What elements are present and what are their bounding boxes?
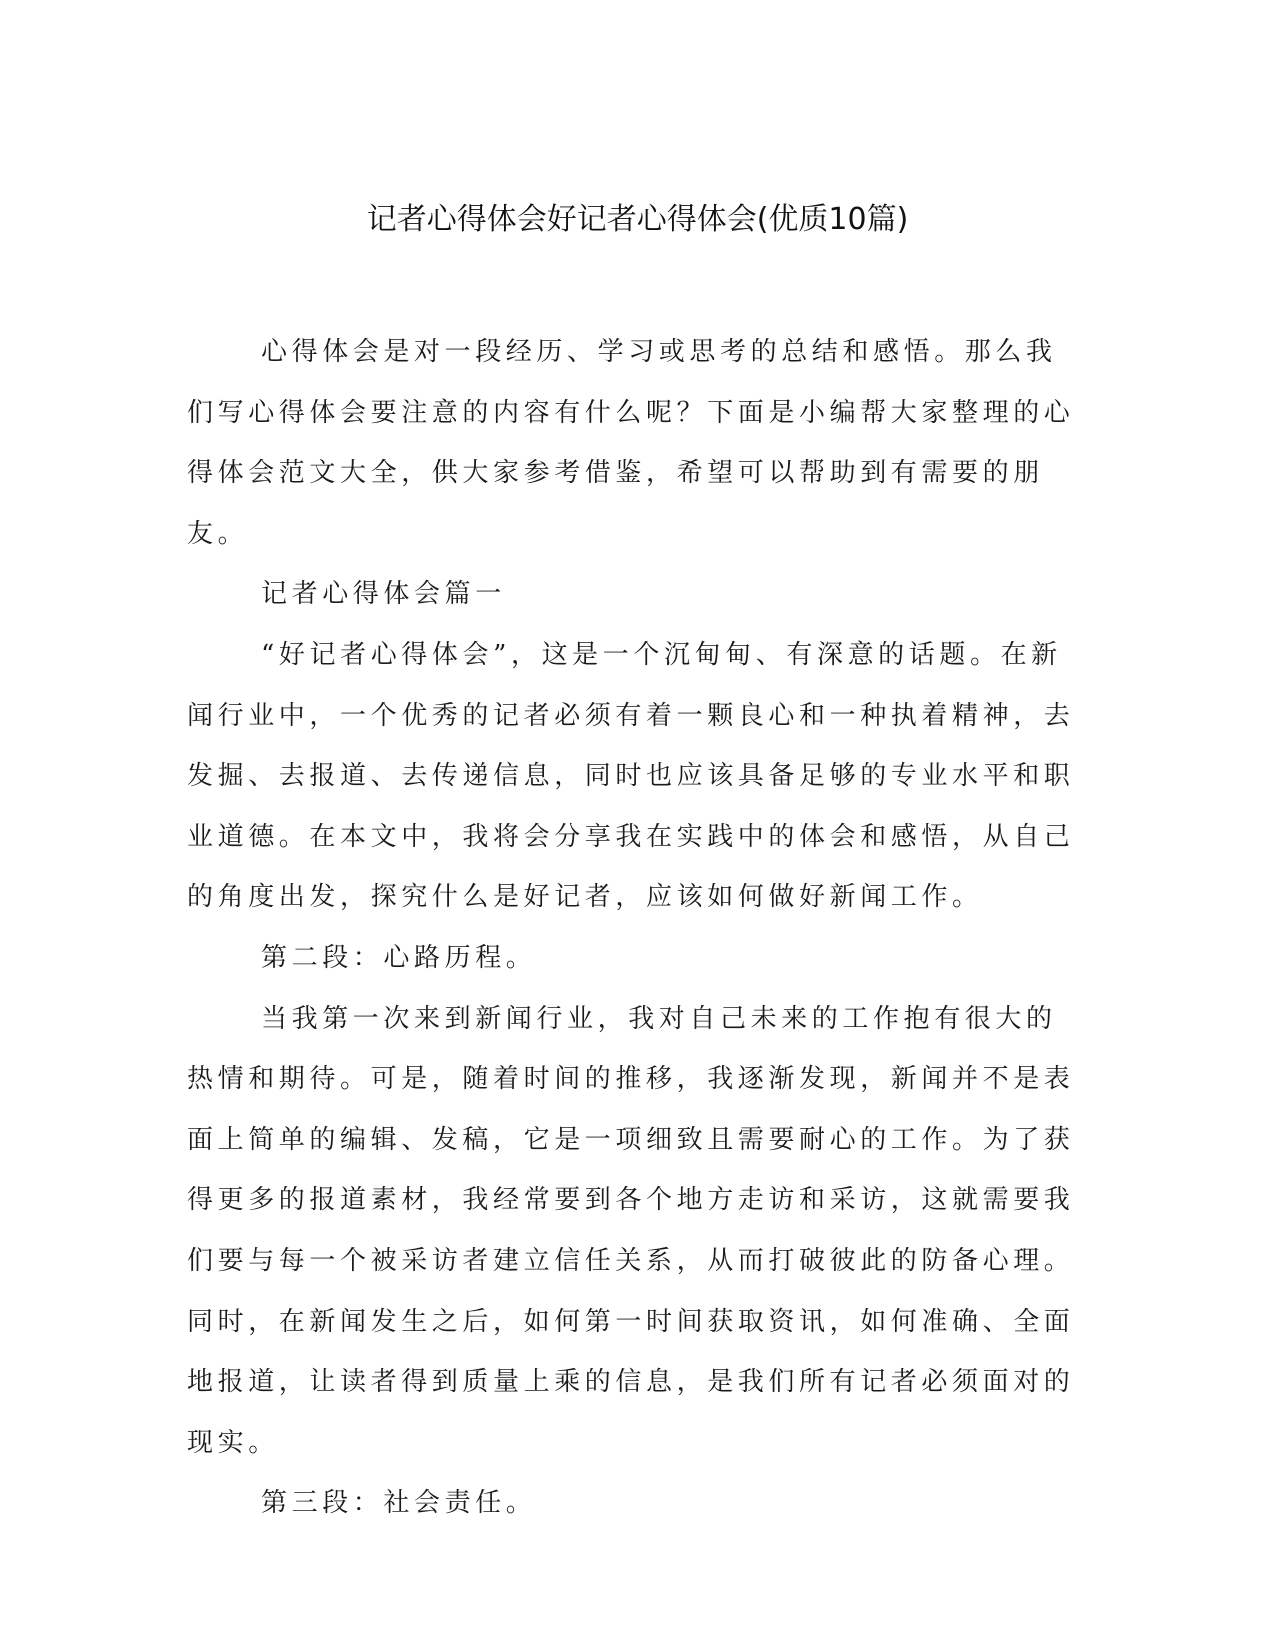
body-paragraph: “好记者心得体会”，这是一个沉甸甸、有深意的话题。在新闻行业中，一个优秀的记者必须有着一颗良心和一种执着精神，去发掘、去报道、去传递信息，同时也应该具备足够的专业水平和职业道德。在本文中，我将会分享我在实践中的体会和感悟，从自己的角度出发，探究什么是好记者，应该如何做好新闻工作。 xyxy=(187,639,1075,913)
document-body xyxy=(187,322,1077,1534)
section-heading-part-one: 记者心得体会篇一 xyxy=(261,579,506,610)
section-heading-second: 第二段：心路历程。 xyxy=(261,942,537,973)
section-heading-third: 第三段：社会责任。 xyxy=(261,1488,537,1519)
body-paragraph: 当我第一次来到新闻行业，我对自己未来的工作抱有很大的热情和期待。可是，随着时间的推移，我逐渐发现，新闻并不是表面上简单的编辑、发稿，它是一项细致且需要耐心的工作。为了获得更多的报道素材，我经常要到各个地方走访和采访，这就需要我们要与每一个被采访者建立信任关系，从而打破彼此的防备心理。同时，在新闻发生之后，如何第一时间获取资讯，如何准确、全面地报道，让读者得到质量上乘的信息，是我们所有记者必须面对的现实。 xyxy=(187,1003,1075,1458)
document-title: 记者心得体会好记者心得体会(优质10篇) xyxy=(366,202,909,237)
intro-paragraph: 心得体会是对一段经历、学习或思考的总结和感悟。那么我们写心得体会要注意的内容有什么呢？下面是小编帮大家整理的心得体会范文大全，供大家参考借鉴，希望可以帮助到有需要的朋友。 xyxy=(187,337,1075,549)
